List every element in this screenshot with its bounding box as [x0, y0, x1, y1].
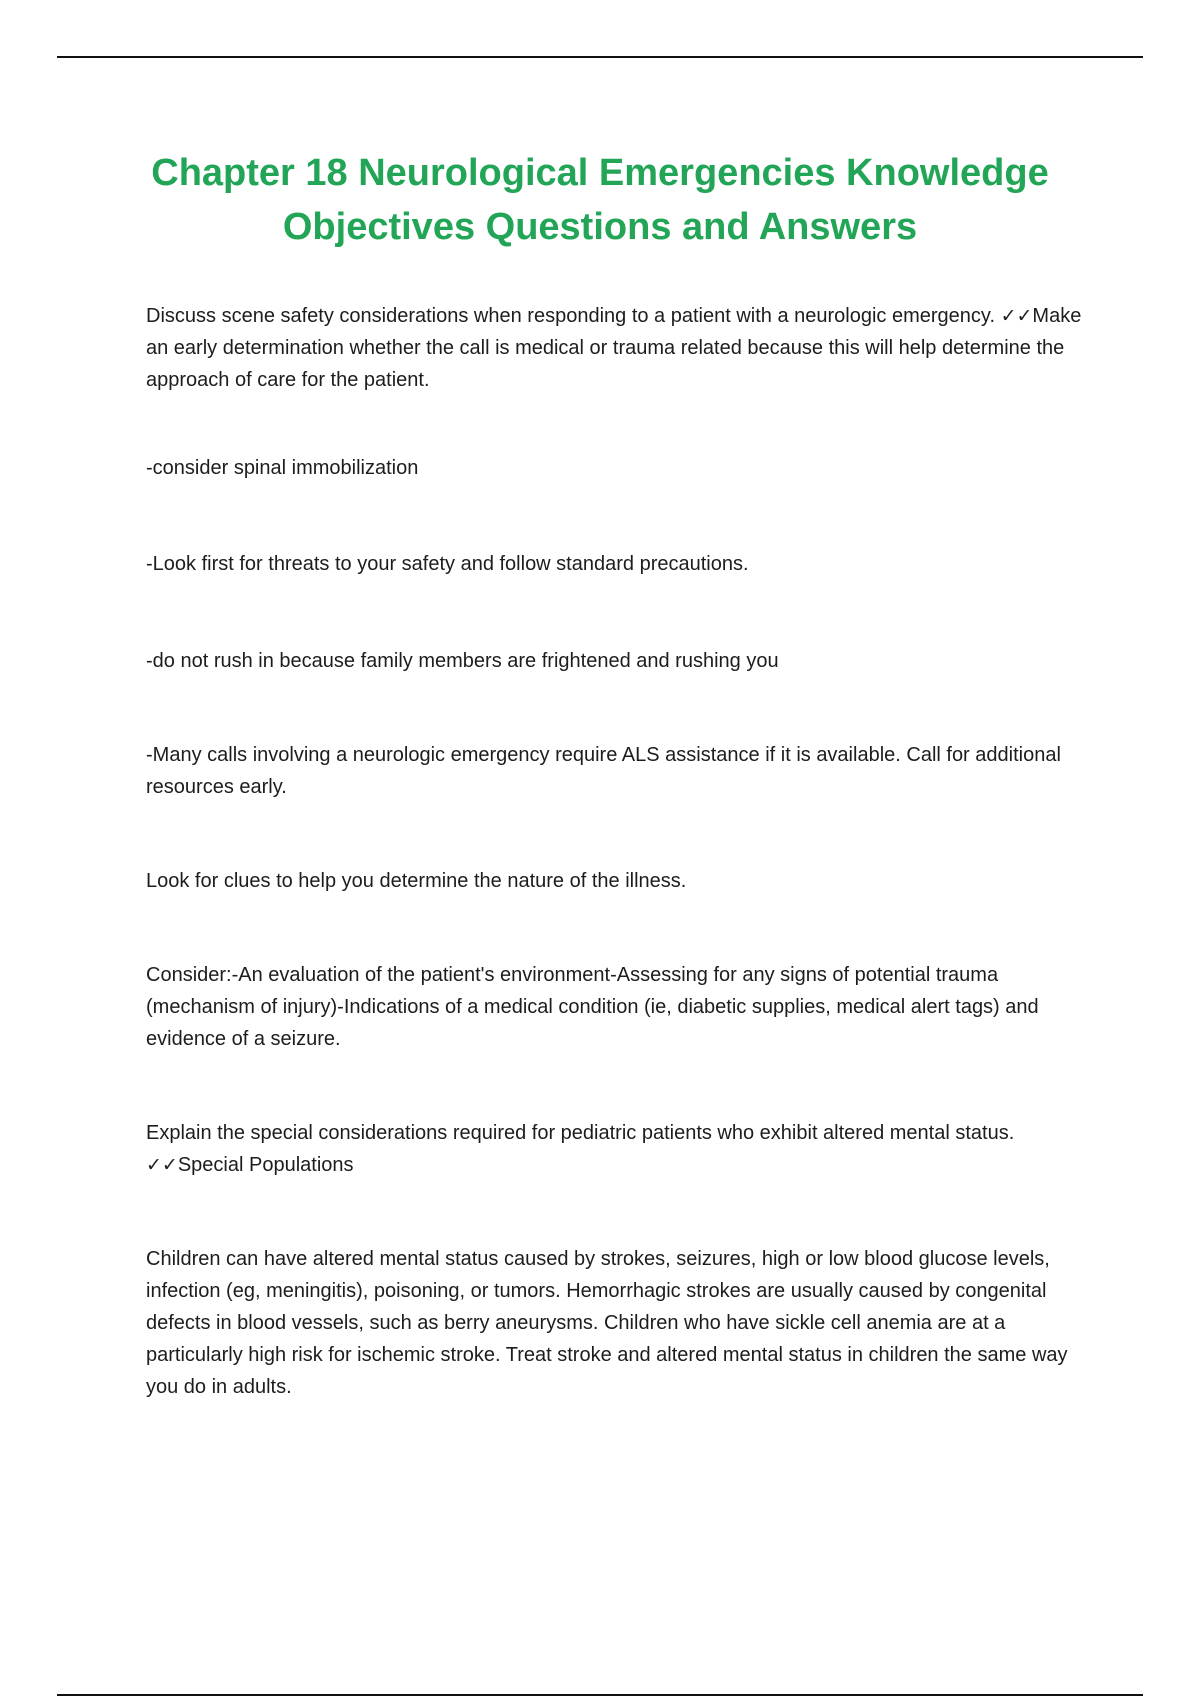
- answer-marker-icon: ✓✓: [146, 1154, 178, 1176]
- top-divider: [57, 56, 1143, 58]
- question-pediatric: [146, 1117, 1096, 1181]
- answer-point: Children can have altered mental status caused by strokes, seizures, high or low blood glucose levels, infection (eg, meningitis), poisoning, or tumors. Hemorrhagic strokes are usually caused by congenital defects in blood vessels, such as berry aneurysms. Children who have sickle cell anemia are at a particularly high risk for ischemic stroke. Treat stroke and altered mental status in children the same way you do in adults.: [146, 1248, 1068, 1398]
- question-scene-safety: [146, 300, 1096, 396]
- answer-point: Look for clues to help you determine the nature of the illness.: [146, 870, 687, 892]
- bottom-divider: [57, 1694, 1143, 1696]
- document-body: [146, 300, 1096, 1403]
- answer-point: -Many calls involving a neurologic emergency require ALS assistance if it is available. Call for additional resources early.: [146, 744, 1061, 798]
- answer-marker-icon: ✓✓: [1000, 305, 1033, 327]
- question-text: Discuss scene safety considerations when responding to a patient with a neurologic emergency.: [146, 305, 995, 327]
- document-title: Chapter 18 Neurological Emergencies Knowledge Objectives Questions and Answers: [151, 152, 1049, 248]
- answer-text: Special Populations: [177, 1154, 354, 1176]
- question-text: Explain the special considerations required for pediatric patients who exhibit altered mental status.: [146, 1122, 1015, 1144]
- answer-point: -do not rush in because family members are frightened and rushing you: [146, 650, 779, 672]
- answer-point: -consider spinal immobilization: [146, 457, 419, 479]
- answer-point: Consider:-An evaluation of the patient's environment-Assessing for any signs of potential trauma (mechanism of injury)-Indications of a medical condition (ie, diabetic supplies, medical alert tags) and evidence of a seizure.: [146, 964, 1039, 1050]
- answer-point: -Look first for threats to your safety and follow standard precautions.: [146, 553, 749, 575]
- answer-text: Make an early determination whether the call is medical or trauma related because this will help determine the approach of care for the patient.: [146, 305, 1082, 391]
